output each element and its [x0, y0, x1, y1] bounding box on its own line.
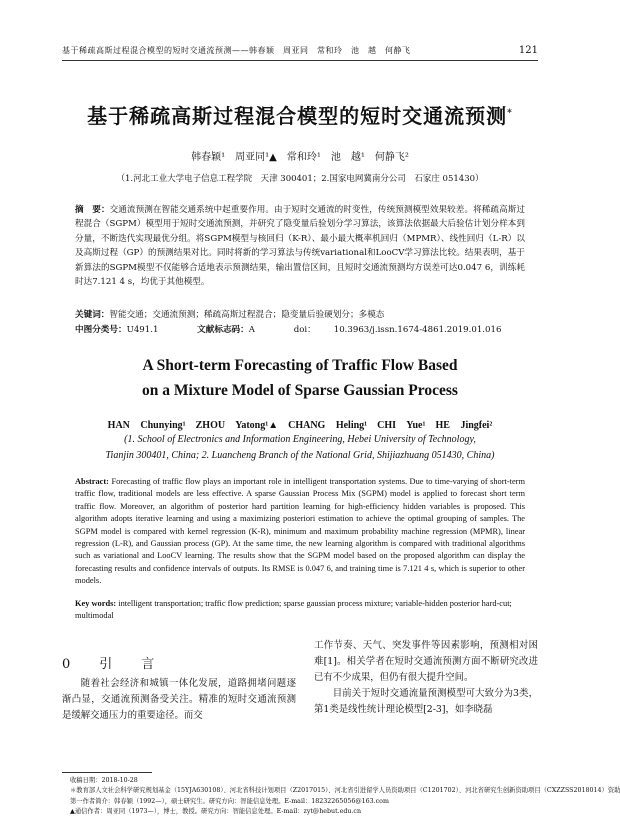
footnote-rule: [62, 772, 152, 773]
chinese-keywords: [75, 308, 525, 322]
class-number-label: 中图分类号：: [75, 325, 127, 335]
document-code: [197, 325, 273, 335]
english-keywords-text: intelligent transportation; traffic flow prediction; sparse gaussian process mixture; variable-hidden posterior hard-cut; multimodal: [75, 599, 512, 621]
body-right-column: [314, 638, 538, 718]
document-code-label: 文献标志码：: [197, 325, 249, 335]
chinese-authors: 韩春颖¹ 周亚同¹▲ 常和玲¹ 池 越¹ 何静飞²: [191, 152, 409, 163]
chinese-abstract: [75, 203, 525, 289]
running-title: 基于稀疏高斯过程混合模型的短时交通流预测——韩春颖 周亚同 常和玲 池 越 何静飞: [62, 46, 411, 55]
english-keywords-label: Key words:: [75, 599, 117, 608]
title-footnote-mark: *: [507, 108, 513, 119]
chinese-title: [0, 100, 600, 129]
body-right-paragraph-2: 目前关于短时交通流量预测模型可大致分为3类，第1类是线性统计理论模型[2-3]，如李晓磊: [314, 688, 538, 715]
body-right-paragraph-1: 工作节奏、天气、突发事件等因素影响，预测相对困难[1]。相关学者在短时交通流预测方面不断研究改进已有不少成果，但仍有很大提升空间。: [314, 640, 538, 683]
english-affiliation-line-1: (1. School of Electronics and Information Engineering, Hebei University of Technology,: [124, 434, 476, 445]
class-number: [75, 325, 176, 335]
english-abstract: [75, 476, 525, 588]
header-rule: [62, 60, 538, 61]
chinese-abstract-label: 摘 要：: [75, 205, 110, 215]
doi: [294, 325, 520, 335]
english-title: [0, 353, 600, 403]
english-affiliation-line-2: Tianjin 300401, China; 2. Luancheng Branch of the National Grid, Shijiazhuang 051430, China): [105, 450, 495, 461]
english-title-line-1: A Short-term Forecasting of Traffic Flow Based: [142, 357, 458, 374]
chinese-abstract-text: 交通流预测在智能交通系统中起重要作用。由于短时交通流的时变性，传统预测模型效果较差。将稀疏高斯过程混合（SGPM）模型用于短时交通流预测，并研究了隐变量后验划分学习算法，该算法依据最大后验估计划分样本到分量，不断迭代实现最优分组。将SGPM模型与核回归（K-R）、最小最大概率机回归（MPMR）、线性回归（L-R）以及高斯过程（GP）的预测结果对比。同时将新的学习算法与传统variational和LooCV学习算法比较。结果表明，基于新算法的SGPM模型不仅能够合适地表示预测结果，输出置信区间，且短时交通流预测均方误差可达0.047 6，训练耗时达7.121 4 s，均优于其他模型。: [75, 205, 525, 288]
section-heading-introduction: 0 引 言: [62, 657, 163, 672]
footnote-funding: ＊教育部人文社会科学研究规划基金（15YJA630108）、河北省科技计划项目（Z2017015）、河北省引进留学人员资助项目（C1201702）、河北省研究生创新资助项目（CXZZSS2018014）资助: [70, 787, 620, 794]
footnote-corresponding-author: ▲通信作者：周亚同（1973—），博士，教授。研究方向：智能信息处理。E-mail：zyt@hebut.edu.cn: [70, 808, 362, 815]
english-abstract-text: Forecasting of traffic flow plays an important role in intelligent transportation systems. Due to time-varying of short-term traffic flow, traditional models are less effective. A sparse Gaussian Process Mix (SGPM) model is applied to forecast short term traffic flow. Moreover, an algorithm of posterior hard partition learning for high-efficiency hidden variables is proposed. This algorithm adopts iterative learning and using a maximizing posteriori estimation to achieve the optimal grouping of samples. The SGPM model is compared with kernel regression (K-R), minimum and maximum probability machine regression (MPMR), linear regression (L-R), and Gaussian process (GP). At the same time, the new learning algorithm is compared with traditional algorithms such as variational and LooCV learning. The results show that the SGPM model based on the proposed algorithm can display the forecasting results and confidence intervals of outputs. Its RMSE is 0.047 6, and training time is 7.121 4 s, which is superior to other models.: [75, 477, 525, 586]
english-abstract-label: Abstract:: [75, 477, 109, 486]
chinese-keywords-text: 智能交通；交通流预测；稀疏高斯过程混合；隐变量后验硬划分；多模态: [109, 310, 385, 320]
footnote-received: 收稿日期：2018-10-28: [70, 777, 138, 784]
chinese-affiliation: （1.河北工业大学电子信息工程学院 天津 300401；2.国家电网冀南分公司 石家庄 051430）: [116, 174, 484, 184]
doi-label: doi：: [293, 325, 316, 335]
class-number-value: U491.1: [126, 325, 159, 335]
document-code-value: A: [248, 325, 255, 335]
english-title-line-2: on a Mixture Model of Sparse Gaussian Process: [142, 382, 458, 399]
doi-value: 10.3963/j.issn.1674-4861.2019.01.016: [333, 325, 502, 335]
english-keywords: [75, 598, 525, 623]
english-authors: HAN Chunying¹ ZHOU Yatong¹▲ CHANG Heling¹ CHI Yue¹ HE Jingfei²: [107, 420, 493, 431]
classification-line: [75, 323, 525, 337]
footnote-first-author: 第一作者简介：韩春颖（1992—），硕士研究生。研究方向：智能信息处理。E-mail：18232265056@163.com: [70, 798, 389, 805]
chinese-title-text: 基于稀疏高斯过程混合模型的短时交通流预测: [87, 104, 508, 128]
english-affiliation: [0, 432, 600, 464]
chinese-keywords-label: 关键词：: [75, 310, 110, 320]
page-number: 121: [518, 45, 538, 56]
body-left-column: 随着社会经济和城镇一体化发展，道路拥堵问题逐渐凸显，交通流预测备受关注。精准的短时交通流预测是缓解交通压力的重要途径。而交: [62, 678, 296, 721]
